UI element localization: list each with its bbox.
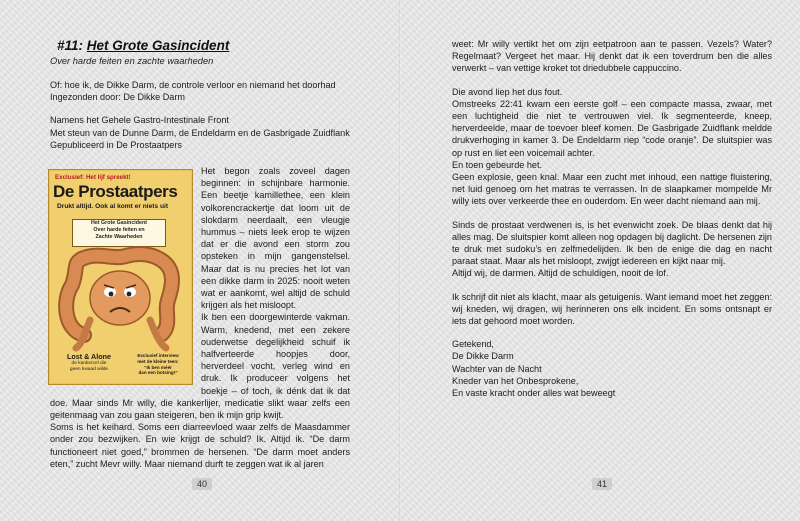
of-line: Of: hoe ik, de Dikke Darm, de controle verloor en niemand het doorhad: [50, 80, 336, 90]
cover-exclusive-line: dan een botsing!”: [138, 370, 178, 376]
cover-lost-subtitle: geen kwaad wilde: [69, 367, 109, 372]
body-paragraph: Die avond liep het dus fout.: [452, 86, 563, 97]
submitted-line: Ingezonden door: De Dikke Darm: [50, 92, 185, 103]
body-paragraph: Altijd wij, de darmen. Altijd de schuldigen, nooit de lof.: [452, 268, 669, 279]
cover-tagline: Drukt altijd. Ook al komt er niets uit: [57, 203, 169, 210]
body-paragraph: En toen gebeurde het.: [452, 159, 543, 170]
published-line: Gepubliceerd in De Prostaatpers: [50, 139, 182, 150]
on-behalf-line: Namens het Gehele Gastro-Intestinale Front: [50, 115, 229, 126]
article-number: #11:: [57, 38, 87, 53]
body-paragraph: Het begon zoals zoveel dagen beginnen: in schijnbare harmonie. Een beetje kamillethee, een klein volkorencrackertje dat loom uit de slokdarm neerdaalt, een vleugje hummus – niets leek erop te wijzen dat er die avond een storm zou opsteken in mijn gangenstelsel. Maar dat is nu precies het lot van een dikke darm in 2025: nooit weten wat er aankomt, wel altijd de schuld krijgen als het misloopt.: [201, 166, 350, 311]
cover-lost-title: Lost & Alone: [66, 352, 112, 361]
body-paragraph: Soms is het keihard. Soms een diarreevloed waar zelfs de Maasdammer onder zou bezwijken. En wie krijgt de schuld? Ik. Altijd ik. “De darm functioneert niet goed,” brommen de hersenen. “De darm moet anders eten,” zucht Mevr willy. Maar niemand durft te zeggen wat ik al jaren: [50, 422, 350, 469]
signature-line: De Dikke Darm: [452, 351, 514, 362]
cover-lost-alone-teaser: [54, 352, 124, 373]
cover-exclusive-line: “Ik ben méér: [144, 364, 172, 370]
cover-box-line: Het Grote Gasincident: [91, 220, 147, 226]
cover-exclusive-line: met de kleine teen:: [137, 358, 179, 364]
cover-exclusive-line: Exclusief interview: [137, 353, 179, 358]
page-number-right: 41: [592, 478, 612, 490]
article-title-text: Het Grote Gasincident: [86, 38, 230, 53]
signature-line: Getekend,: [452, 339, 494, 350]
body-paragraph: Ik ben een doorgewinterde vakman. Warm, knedend, met een zekere ouderwetse degelijkheid schuif ik halfverteerde hoopjes door, herverdeel vocht, verleg wind en druk. Ik produceer volgens het boekje – of toch, ik dénk dat ik dat doe. Maar sinds Mr willy, die kankerlijer, medicatie slikt waar zelfs een geitenmaag van zou gaan steigeren, ben ik mijn grip kwijt.: [50, 312, 350, 421]
body-paragraph: Ik schrijf dit niet als klacht, maar als getuigenis. Want iemand moet het zeggen: wij kneden, wij dragen, wij herinneren ons elk incident. En soms ontsnapt er iets dat gehoord moet worden.: [452, 291, 772, 327]
signature-line: Wachter van de Nacht: [452, 363, 542, 374]
page-number-left: 40: [192, 478, 212, 490]
magazine-cover-image: [48, 169, 193, 385]
body-paragraph: weet: Mr willy vertikt het om zijn eetpatroon aan te passen. Vezels? Water? Regelmaat? Vergeet het maar. Hij denkt dat ik een toverdrum ben die alles verwerkt – van vettige kroket tot driedubbele cappuccino.: [452, 39, 772, 74]
article-title: [57, 38, 229, 53]
article-credits: [50, 79, 350, 151]
signature-line: En vaste kracht onder alles wat beweegt: [452, 388, 616, 399]
article-subtitle: Over harde feiten en zachte waarheden: [50, 56, 214, 66]
support-line: Met steun van de Dunne Darm, de Endeldarm en de Gasbrigade Zuidflank: [50, 127, 350, 138]
cover-lost-subtitle: de kankercel die: [71, 361, 107, 366]
cover-box-line: Zachte Waarheden: [95, 234, 143, 240]
signature-line: Kneder van het Onbesprokene,: [452, 375, 579, 386]
right-page: [400, 0, 800, 521]
cover-box-line: Over harde feiten en: [93, 227, 145, 233]
cover-masthead: De Prostaatpers: [53, 182, 178, 201]
article-body-right: [452, 38, 772, 399]
body-paragraph: Geen explosie, geen knal. Maar een zucht met inhoud, een nattige fluistering, net luid genoeg om het matras te verrassen. In de slaapkamer mompelde Mr willy iets over verkeerde thee en ouderdom. En weer dacht niemand aan mij.: [452, 172, 772, 207]
cover-kicker: Exclusief: Het lijf spreekt!: [55, 174, 131, 181]
body-paragraph: Omstreeks 22:41 kwam een eerste golf – een compacte massa, zwaar, met een luchtigheid die niet te vertrouwen viel. Ik segmenteerde, kneep, herverdeelde, maar de toevoer bleef komen. De Gasbrigade Zuidflank meldde drukverhoging in kamer 3. De Endeldarm riep “code oranje”. De sluitspier was op rust en liet een voicemail achter.: [452, 98, 772, 158]
cover-exclusive-teaser: [127, 353, 189, 376]
body-paragraph: Sinds de prostaat verdwenen is, is het evenwicht zoek. De blaas denkt dat hij alles mag. De sluitspier komt alleen nog opdagen bij daglicht. De hersenen zijn te druk met sudoku’s en zelfmedelijden. Ik ben de enige die dag en nacht paraat staat. Maar als het misloopt, zwijgt iedereen en kijkt naar mij.: [452, 219, 772, 267]
colon-character-illustration: [54, 240, 187, 352]
